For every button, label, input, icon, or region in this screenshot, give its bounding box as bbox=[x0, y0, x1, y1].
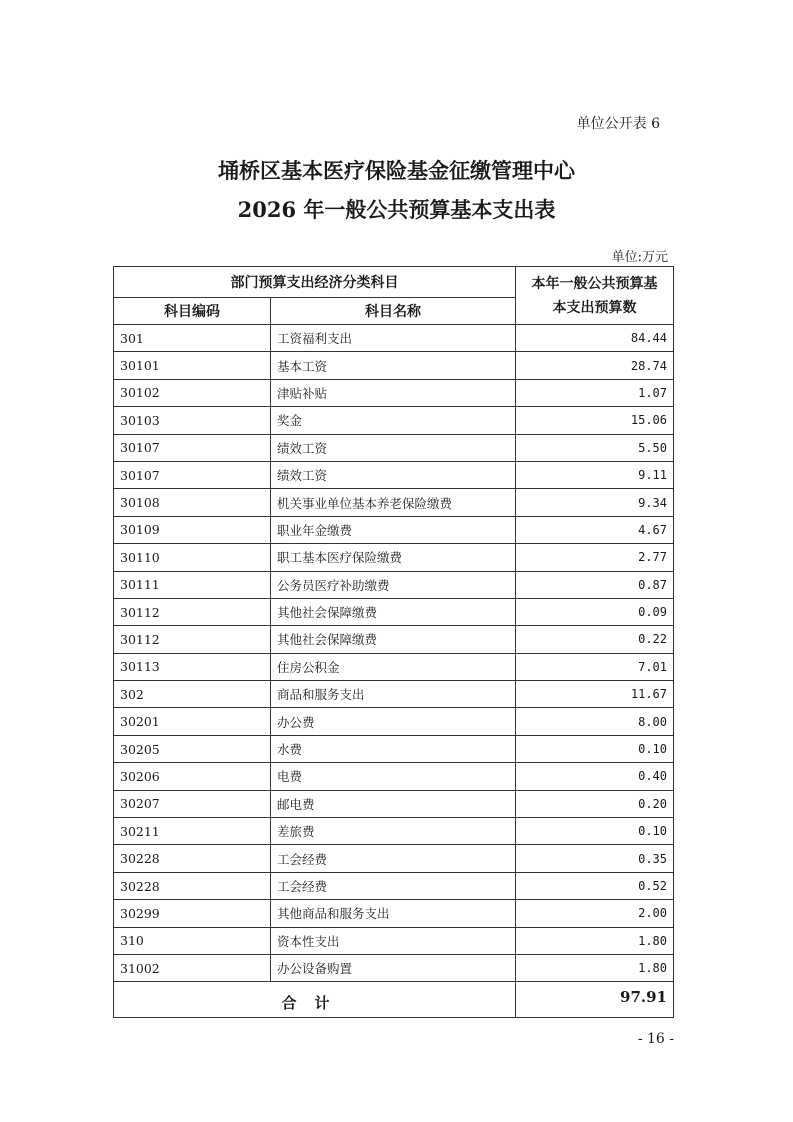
row-code: 30201 bbox=[114, 708, 271, 735]
row-amount: 2.00 bbox=[516, 900, 674, 927]
row-amount: 0.09 bbox=[516, 598, 674, 625]
row-code: 30108 bbox=[114, 489, 271, 516]
table-row bbox=[114, 708, 674, 735]
row-amount: 0.20 bbox=[516, 790, 674, 817]
table-row bbox=[114, 790, 674, 817]
row-code: 30299 bbox=[114, 900, 271, 927]
row-name: 基本工资 bbox=[271, 352, 516, 379]
amount-header bbox=[516, 267, 674, 325]
row-amount: 0.10 bbox=[516, 818, 674, 845]
table-row bbox=[114, 763, 674, 790]
row-code: 30109 bbox=[114, 516, 271, 543]
table-row bbox=[114, 927, 674, 954]
row-name: 职业年金缴费 bbox=[271, 516, 516, 543]
group-header: 部门预算支出经济分类科目 bbox=[114, 267, 516, 298]
column-header-code: 科目编码 bbox=[114, 298, 271, 325]
row-amount: 4.67 bbox=[516, 516, 674, 543]
row-name: 奖金 bbox=[271, 407, 516, 434]
row-name: 公务员医疗补助缴费 bbox=[271, 571, 516, 598]
row-amount: 1.07 bbox=[516, 379, 674, 406]
row-code: 310 bbox=[114, 927, 271, 954]
table-row bbox=[114, 653, 674, 680]
row-name: 绩效工资 bbox=[271, 434, 516, 461]
row-name: 办公费 bbox=[271, 708, 516, 735]
row-code: 30101 bbox=[114, 352, 271, 379]
row-code: 31002 bbox=[114, 954, 271, 981]
row-name: 商品和服务支出 bbox=[271, 681, 516, 708]
row-amount: 0.22 bbox=[516, 626, 674, 653]
row-name: 邮电费 bbox=[271, 790, 516, 817]
table-row bbox=[114, 434, 674, 461]
row-code: 30112 bbox=[114, 598, 271, 625]
row-name: 工会经费 bbox=[271, 872, 516, 899]
row-amount: 9.11 bbox=[516, 461, 674, 488]
form-label: 单位公开表 6 bbox=[576, 116, 660, 132]
table-row bbox=[114, 571, 674, 598]
row-amount: 28.74 bbox=[516, 352, 674, 379]
row-amount: 0.40 bbox=[516, 763, 674, 790]
row-code: 30211 bbox=[114, 818, 271, 845]
row-code: 30110 bbox=[114, 544, 271, 571]
table-row bbox=[114, 681, 674, 708]
table-row bbox=[114, 818, 674, 845]
total-label: 合计 bbox=[114, 982, 516, 1018]
table-row bbox=[114, 461, 674, 488]
row-name: 绩效工资 bbox=[271, 461, 516, 488]
row-code: 30111 bbox=[114, 571, 271, 598]
table-row bbox=[114, 516, 674, 543]
row-code: 30107 bbox=[114, 461, 271, 488]
row-code: 30207 bbox=[114, 790, 271, 817]
unit-label: 单位:万元 bbox=[611, 250, 668, 265]
row-code: 30228 bbox=[114, 872, 271, 899]
table-row bbox=[114, 872, 674, 899]
row-name: 水费 bbox=[271, 735, 516, 762]
row-name: 机关事业单位基本养老保险缴费 bbox=[271, 489, 516, 516]
column-header-name: 科目名称 bbox=[271, 298, 516, 325]
row-amount: 7.01 bbox=[516, 653, 674, 680]
row-code: 30113 bbox=[114, 653, 271, 680]
table-row bbox=[114, 735, 674, 762]
row-amount: 11.67 bbox=[516, 681, 674, 708]
row-name: 工会经费 bbox=[271, 845, 516, 872]
table-row bbox=[114, 352, 674, 379]
row-name: 其他社会保障缴费 bbox=[271, 598, 516, 625]
total-amount: 97.91 bbox=[516, 982, 674, 1018]
row-code: 30206 bbox=[114, 763, 271, 790]
total-row bbox=[114, 982, 674, 1018]
budget-table bbox=[113, 266, 674, 1018]
table-row bbox=[114, 544, 674, 571]
row-amount: 8.00 bbox=[516, 708, 674, 735]
row-name: 津贴补贴 bbox=[271, 379, 516, 406]
row-name: 其他社会保障缴费 bbox=[271, 626, 516, 653]
table-row bbox=[114, 626, 674, 653]
table-row bbox=[114, 954, 674, 981]
row-amount: 0.35 bbox=[516, 845, 674, 872]
document-subtitle: 2026 年一般公共预算基本支出表 bbox=[237, 197, 556, 222]
row-name: 住房公积金 bbox=[271, 653, 516, 680]
row-code: 30107 bbox=[114, 434, 271, 461]
table-body bbox=[114, 325, 674, 982]
row-name: 差旅费 bbox=[271, 818, 516, 845]
row-code: 30102 bbox=[114, 379, 271, 406]
row-name: 职工基本医疗保险缴费 bbox=[271, 544, 516, 571]
row-code: 30228 bbox=[114, 845, 271, 872]
row-code: 302 bbox=[114, 681, 271, 708]
document-title: 埇桥区基本医疗保险基金征缴管理中心 bbox=[218, 158, 575, 183]
row-amount: 0.10 bbox=[516, 735, 674, 762]
table-row bbox=[114, 489, 674, 516]
row-name: 其他商品和服务支出 bbox=[271, 900, 516, 927]
row-name: 电费 bbox=[271, 763, 516, 790]
row-amount: 1.80 bbox=[516, 927, 674, 954]
row-amount: 2.77 bbox=[516, 544, 674, 571]
row-amount: 15.06 bbox=[516, 407, 674, 434]
page-number: - 16 - bbox=[637, 1031, 674, 1047]
row-amount: 84.44 bbox=[516, 325, 674, 352]
row-code: 30205 bbox=[114, 735, 271, 762]
row-name: 工资福利支出 bbox=[271, 325, 516, 352]
table-row bbox=[114, 845, 674, 872]
row-code: 30112 bbox=[114, 626, 271, 653]
table-row bbox=[114, 325, 674, 352]
row-name: 办公设备购置 bbox=[271, 954, 516, 981]
table-row bbox=[114, 407, 674, 434]
row-amount: 0.87 bbox=[516, 571, 674, 598]
row-amount: 9.34 bbox=[516, 489, 674, 516]
row-code: 301 bbox=[114, 325, 271, 352]
row-amount: 0.52 bbox=[516, 872, 674, 899]
row-amount: 5.50 bbox=[516, 434, 674, 461]
table-row bbox=[114, 379, 674, 406]
row-name: 资本性支出 bbox=[271, 927, 516, 954]
amount-header-line2: 本支出预算数 bbox=[552, 299, 637, 316]
row-code: 30103 bbox=[114, 407, 271, 434]
table-row bbox=[114, 900, 674, 927]
table-row bbox=[114, 598, 674, 625]
row-amount: 1.80 bbox=[516, 954, 674, 981]
amount-header-line1: 本年一般公共预算基 bbox=[531, 275, 658, 292]
